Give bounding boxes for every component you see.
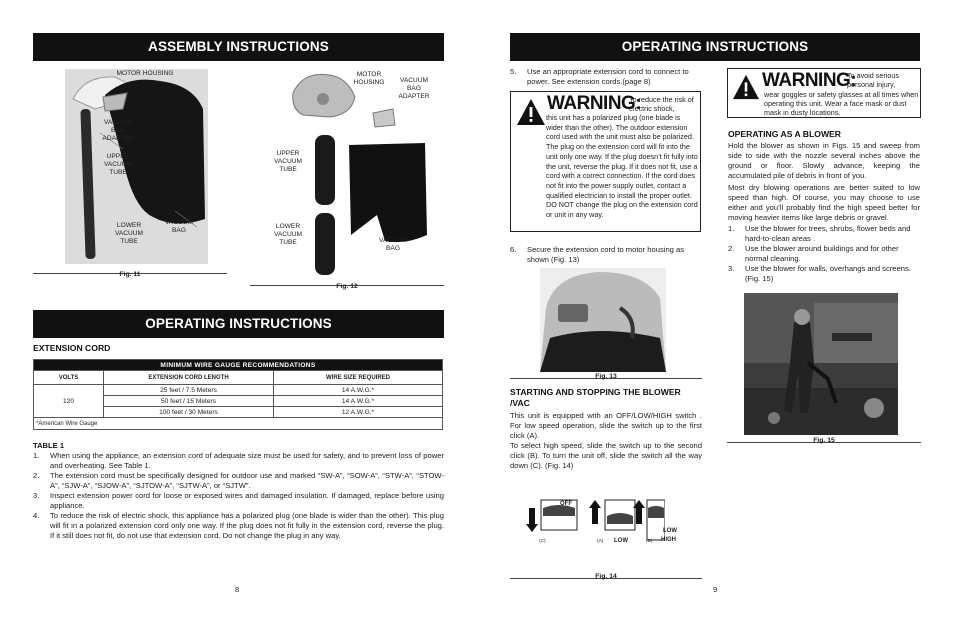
fig14-switch-low: LOW <box>614 538 628 544</box>
page-number-right: 9 <box>713 585 718 594</box>
table-cell-length: 100 feet / 30 Meters <box>104 407 274 418</box>
warning-lead-text: To avoid serious personal injury, <box>847 71 899 89</box>
assembly-instructions-banner: ASSEMBLY INSTRUCTIONS <box>33 33 444 61</box>
table-cell-wire: 14 A.W.G.* <box>274 396 443 407</box>
fig14-tag-c: (C) <box>539 539 546 544</box>
warning-triangle-icon <box>732 74 760 100</box>
list-item: 6. Secure the extension cord to motor housing as shown (Fig. 13) <box>510 245 685 264</box>
fig14-tag-b: (B) <box>646 539 653 544</box>
warning-body-text: wear goggles or safety glasses at all times when operating this unit. Wear a face mask or dust mask in dusty locations. <box>764 90 919 117</box>
table-header-length: EXTENSION CORD LENGTH <box>104 371 274 385</box>
fig12-label-motor-housing: MOTOR HOUSING <box>353 71 385 86</box>
warning-lead-text: To reduce the risk of electric shock, <box>629 95 694 113</box>
starting-paragraph-2: To select high speed, slide the switch up to the second click (B). To turn the unit off, slide the switch all the way down (C). (Fig. 14) <box>510 441 702 470</box>
table-cell-length: 50 feet / 15 Meters <box>104 396 274 407</box>
page-number-left: 8 <box>235 585 240 594</box>
arrow-down-icon <box>526 508 538 532</box>
extension-cord-heading: EXTENSION CORD <box>33 343 111 353</box>
operating-instructions-banner-right: OPERATING INSTRUCTIONS <box>510 33 920 61</box>
table-footnote: *American Wire Gauge <box>34 418 443 430</box>
list-item: 3. Use the blower for walls, overhangs and screens. (Fig. 15) <box>728 264 911 283</box>
list-item: 1. Use the blower for trees, shrubs, flower beds and hard-to-clean areas . <box>728 224 911 243</box>
blower-text <box>728 141 920 223</box>
extension-cord-steps <box>33 451 444 541</box>
fig12-label-vacuum-bag: VACUUM BAG <box>378 237 408 252</box>
blower-steps <box>728 224 920 284</box>
starting-paragraph-1: This unit is equipped with an OFF/LOW/HIGH switch . For low speed operation, slide the switch up to the first click (A). <box>510 411 702 440</box>
table-cell-length: 25 feet / 7.5 Meters <box>104 385 274 396</box>
starting-stopping-heading: STARTING AND STOPPING THE BLOWER /VAC <box>510 387 681 408</box>
fig11-caption: Fig. 11 <box>119 271 141 278</box>
step6 <box>510 245 700 265</box>
fig12-caption: Fig. 12 <box>336 283 358 290</box>
warning-word: WARNING: <box>547 93 642 114</box>
warning-box-personal-injury <box>727 68 921 118</box>
table1-heading: TABLE 1 <box>33 441 65 450</box>
wire-gauge-table <box>33 359 443 430</box>
fig11-label-vacuum-bag-adapter: VACUUM BAG ADAPTER <box>102 119 134 142</box>
fig15-caption: Fig. 15 <box>813 437 835 444</box>
wire-gauge-table-title: MINIMUM WIRE GAUGE RECOMMENDATIONS <box>34 360 443 371</box>
fig13-image <box>540 268 666 372</box>
fig12-label-vacuum-bag-adapter: VACUUM BAG ADAPTER <box>398 77 430 100</box>
fig11-label-motor-housing: MOTOR HOUSING <box>116 70 174 77</box>
operating-as-blower-heading: OPERATING AS A BLOWER <box>728 129 841 139</box>
fig11-label-vacuum-bag: VACUUM BAG <box>164 219 194 234</box>
fig15-image <box>744 293 898 435</box>
table-cell-wire: 14 A.W.G.* <box>274 385 443 396</box>
fig15-photo <box>744 293 898 435</box>
warning-box-electric-shock <box>510 91 701 232</box>
operating-instructions-banner-left: OPERATING INSTRUCTIONS <box>33 310 444 338</box>
warning-body-text: this unit has a polarized plug (one blade is wider than the other). The outdoor extension cord used with the unit must also be polarized. The plug on the extension cord will fit into the unit only one way. If the plug doesn’t fit fully into the unit, reverse the plug. If it does not fit, use a cord with a correct connection. If the cord does not fit into the power supply outlet, contact a qualified electrician to install the proper outlet. DO NOT change the plug on the extension cord or unit in any way. <box>546 113 698 220</box>
starting-stopping-text <box>510 411 702 471</box>
fig14-switch-diagram <box>525 494 665 550</box>
list-item: 2. The extension cord must be specifically designed for outdoor use and marked “SW-A”, “SOW-A”, “STW-A”, “STOW-A”, “SJW-A”, “SJOW-A”, “SJTOW-A”, “SJTW-A”, or “SJTW”. <box>33 471 444 490</box>
warning-word: WARNING: <box>762 70 857 91</box>
fig12-label-upper-vacuum-tube: UPPER VACUUM TUBE <box>273 150 303 173</box>
list-item: 1. When using the appliance, an extension cord of adequate size must be used for safety, and to prevent loss of power and overheating. See Table 1. <box>33 451 444 470</box>
list-item: 3. Inspect extension power cord for loose or exposed wires and damaged insulation. If damaged, replace before using appliance. <box>33 491 444 510</box>
table-header-wire: WIRE SIZE REQUIRED <box>274 371 443 385</box>
list-item: 5. Use an appropriate extension cord to connect to power. See extension cords.(page 8) <box>510 67 689 86</box>
table-cell-volts: 120 <box>34 385 104 418</box>
fig14-switch-low-high-low: LOW <box>663 528 677 534</box>
list-item: 4. To reduce the risk of electric shock, this appliance has a polarized plug (one blade is wider than the other). This plug will fit in a polarized extension cord only one way. If the plug does not fit fully in the extension cord, reverse the plug. If it still does not fit, do not use that extension cord. Do not change the plug in any way. <box>33 511 444 540</box>
fig13-caption: Fig. 13 <box>595 373 617 380</box>
fig11-label-lower-vacuum-tube: LOWER VACUUM TUBE <box>114 222 144 245</box>
step5 <box>510 67 700 87</box>
blower-paragraph-1: Hold the blower as shown in Figs. 15 and sweep from side to side with the nozzle several inches above the ground or floor. Slowly advance, keeping the accumulated pile of debris in front of you. <box>728 141 920 180</box>
fig14-switch-off: OFF <box>560 501 572 507</box>
list-item: 2. Use the blower around buildings and for other normal cleaning. <box>728 244 899 263</box>
fig12-label-lower-vacuum-tube: LOWER VACUUM TUBE <box>273 223 303 246</box>
fig14-tag-a: (A) <box>597 539 604 544</box>
fig13-photo <box>540 268 666 372</box>
warning-triangle-icon <box>516 98 546 126</box>
blower-paragraph-2: Most dry blowing operations are better suited to low speed than high. Of course, you may choose to use either and you’ll probably find the high speed better for moving heavier items like large debris or gravel. <box>728 183 920 222</box>
table-row <box>34 385 443 396</box>
fig14-caption: Fig. 14 <box>595 573 617 580</box>
table-cell-wire: 12 A.W.G.* <box>274 407 443 418</box>
fig11-label-upper-vacuum-tube: UPPER VACUUM TUBE <box>103 153 133 176</box>
arrow-up-icon <box>589 500 601 524</box>
table-header-volts: VOLTS <box>34 371 104 385</box>
fig14-switch-high: HIGH <box>661 537 676 543</box>
